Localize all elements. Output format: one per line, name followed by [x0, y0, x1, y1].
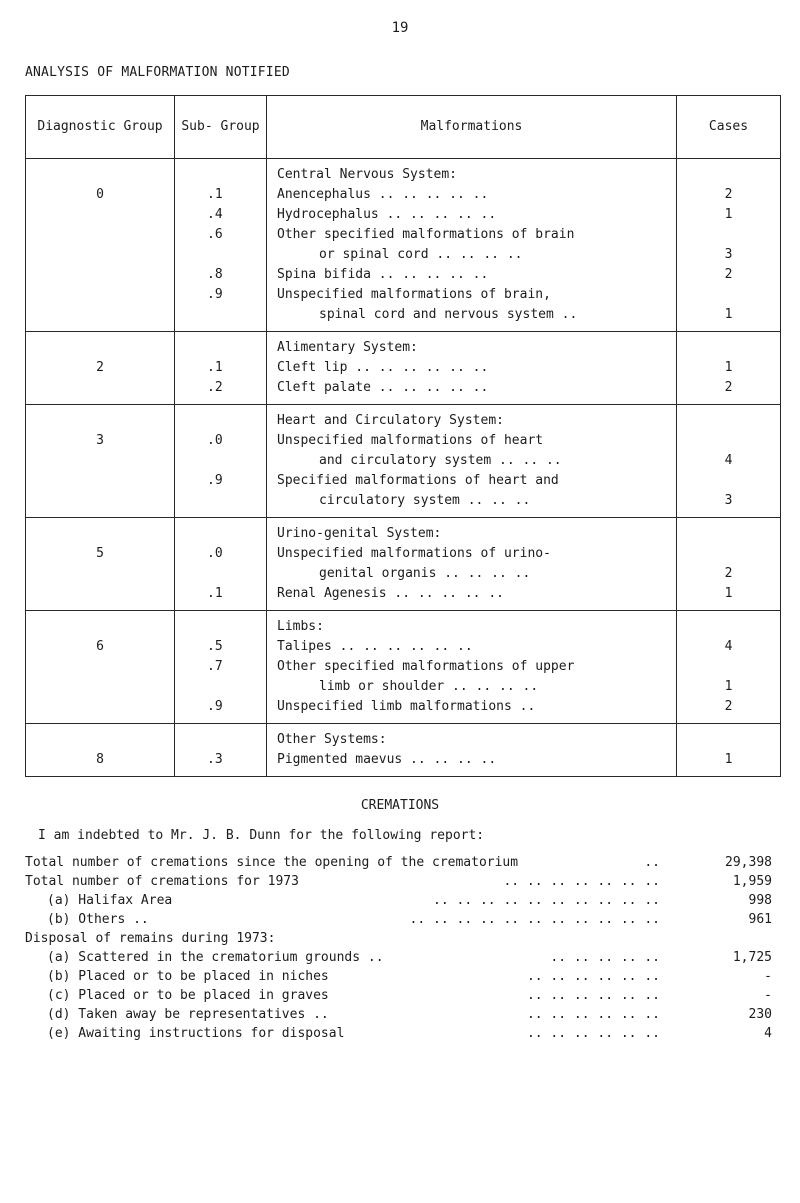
- spacer: [26, 564, 174, 584]
- page-number: 19: [391, 20, 409, 36]
- cremations-report: [25, 853, 780, 1043]
- group-cell: [26, 611, 175, 724]
- table-row: [26, 611, 781, 724]
- case-count: 2: [724, 187, 733, 202]
- malformations-cell: [267, 332, 677, 405]
- header-malformations: Malformations: [267, 96, 677, 159]
- report-value: 1,725: [732, 950, 772, 965]
- sub-group-code: .6: [207, 227, 223, 242]
- spacer: [26, 524, 174, 544]
- sub-group-code: [175, 451, 266, 471]
- report-value: 1,959: [732, 874, 772, 889]
- report-value: -: [764, 969, 772, 984]
- case-count: 2: [724, 699, 733, 714]
- sub-group-code: .3: [207, 752, 223, 767]
- malformation-text: Other specified malformations of brain: [277, 227, 575, 242]
- report-leader-dots: .. .. .. .. .. ..: [526, 969, 660, 984]
- sub-group-code: .1: [207, 187, 223, 202]
- malformation-text: Anencephalus .. .. .. .. ..: [277, 187, 489, 202]
- report-leader-dots: .. .. .. .. .. ..: [526, 988, 660, 1003]
- sub-group-cell: [175, 611, 267, 724]
- table-row: [26, 724, 781, 777]
- spacer: [26, 305, 174, 325]
- report-value: -: [764, 988, 772, 1003]
- report-label: (c) Placed or to be placed in graves: [47, 988, 329, 1003]
- report-label: Disposal of remains during 1973:: [25, 931, 276, 946]
- sub-group-code: .4: [207, 207, 223, 222]
- spacer: [26, 657, 174, 677]
- spacer: [26, 338, 174, 358]
- spacer: [677, 524, 780, 544]
- report-row: [25, 1024, 780, 1043]
- spacer: [26, 730, 174, 750]
- report-row: [25, 967, 780, 986]
- report-row: [25, 986, 780, 1005]
- sub-group-code: [175, 677, 266, 697]
- sub-group-code: .1: [207, 360, 223, 375]
- report-row: [25, 872, 780, 891]
- cremations-intro: I am indebted to Mr. J. B. Dunn for the following report:: [38, 828, 485, 843]
- malformation-text: limb or shoulder .. .. .. ..: [319, 679, 539, 694]
- spacer: [175, 524, 266, 544]
- diagnostic-group-code: 5: [96, 546, 104, 561]
- sub-group-code: [175, 245, 266, 265]
- spacer: [26, 471, 174, 491]
- sub-group-code: .0: [207, 546, 223, 561]
- case-count: 4: [724, 639, 733, 654]
- report-value: 4: [764, 1026, 772, 1041]
- cases-cell: [677, 518, 781, 611]
- malformations-cell: [267, 724, 677, 777]
- malformation-text: or spinal cord .. .. .. ..: [319, 247, 523, 262]
- case-count: 1: [724, 360, 733, 375]
- malformation-text: Cleft palate .. .. .. .. ..: [277, 380, 489, 395]
- spacer: [26, 451, 174, 471]
- sub-group-code: .9: [207, 699, 223, 714]
- spacer: [26, 411, 174, 431]
- cases-cell: [677, 332, 781, 405]
- system-heading: Urino-genital System:: [277, 526, 442, 541]
- sub-group-code: .9: [207, 473, 223, 488]
- system-heading: Limbs:: [277, 619, 324, 634]
- report-row: [25, 1005, 780, 1024]
- sub-group-cell: [175, 332, 267, 405]
- group-cell: [26, 405, 175, 518]
- spacer: [26, 225, 174, 245]
- malformation-text: circulatory system .. .. ..: [319, 493, 531, 508]
- spacer: [677, 338, 780, 358]
- report-row: [25, 910, 780, 929]
- sub-group-cell: [175, 405, 267, 518]
- case-count: 2: [724, 380, 733, 395]
- report-value: 29,398: [725, 855, 772, 870]
- spacer: [26, 285, 174, 305]
- report-leader-dots: .. .. .. .. ..: [550, 950, 660, 965]
- sub-group-code: [175, 491, 266, 511]
- table-body: [26, 159, 781, 777]
- report-row: [25, 929, 780, 948]
- spacer: [677, 165, 780, 185]
- cases-cell: [677, 724, 781, 777]
- malformations-cell: [267, 405, 677, 518]
- spacer: [26, 265, 174, 285]
- spacer: [26, 245, 174, 265]
- sub-group-code: [175, 305, 266, 325]
- spacer: [26, 677, 174, 697]
- spacer: [26, 491, 174, 511]
- table-row: [26, 518, 781, 611]
- spacer: [677, 411, 780, 431]
- spacer: [26, 165, 174, 185]
- malformation-text: Renal Agenesis .. .. .. .. ..: [277, 586, 504, 601]
- case-count: 3: [724, 247, 733, 262]
- sub-group-code: .2: [207, 380, 223, 395]
- sub-group-code: .1: [207, 586, 223, 601]
- spacer: [26, 617, 174, 637]
- case-count: [677, 544, 780, 564]
- sub-group-code: .7: [207, 659, 223, 674]
- case-count: 2: [724, 267, 733, 282]
- malformation-text: genital organis .. .. .. ..: [319, 566, 531, 581]
- spacer: [175, 730, 266, 750]
- header-diagnostic-group: Diagnostic Group: [26, 96, 175, 159]
- sub-group-cell: [175, 159, 267, 332]
- report-label: (b) Others ..: [47, 912, 149, 927]
- section-title: ANALYSIS OF MALFORMATION NOTIFIED: [25, 65, 290, 80]
- case-count: [677, 471, 780, 491]
- table-row: [26, 405, 781, 518]
- report-row: [25, 948, 780, 967]
- malformation-table: [25, 95, 781, 777]
- malformation-text: Cleft lip .. .. .. .. .. ..: [277, 360, 489, 375]
- report-label: (d) Taken away be representatives ..: [47, 1007, 329, 1022]
- case-count: 1: [724, 679, 733, 694]
- malformation-text: Unspecified malformations of urino-: [277, 546, 551, 561]
- report-label: Total number of cremations since the opening of the crematorium: [25, 855, 519, 870]
- malformation-text: Unspecified malformations of heart: [277, 433, 544, 448]
- sub-group-code: .9: [207, 287, 223, 302]
- report-leader-dots: .. .. .. .. .. .. ..: [503, 874, 660, 889]
- case-count: 1: [724, 207, 733, 222]
- sub-group-code: .5: [207, 639, 223, 654]
- report-leader-dots: ..: [644, 855, 660, 870]
- diagnostic-group-code: 3: [96, 433, 104, 448]
- spacer: [26, 205, 174, 225]
- table-header-row: [26, 96, 781, 159]
- spacer: [175, 411, 266, 431]
- group-cell: [26, 518, 175, 611]
- malformation-text: Hydrocephalus .. .. .. .. ..: [277, 207, 497, 222]
- diagnostic-group-code: 2: [96, 360, 104, 375]
- sub-group-code: .8: [207, 267, 223, 282]
- case-count: 1: [724, 586, 733, 601]
- report-label: Total number of cremations for 1973: [25, 874, 299, 889]
- group-cell: [26, 332, 175, 405]
- system-heading: Heart and Circulatory System:: [277, 413, 504, 428]
- cremations-heading: CREMATIONS: [360, 798, 440, 813]
- malformation-text: Specified malformations of heart and: [277, 473, 559, 488]
- malformations-cell: [267, 518, 677, 611]
- malformations-cell: [267, 611, 677, 724]
- spacer: [26, 584, 174, 604]
- report-label: (e) Awaiting instructions for disposal: [47, 1026, 345, 1041]
- report-row: [25, 853, 780, 872]
- spacer: [26, 378, 174, 398]
- sub-group-cell: [175, 518, 267, 611]
- report-leader-dots: .. .. .. .. .. .. .. .. .. .. ..: [409, 912, 660, 927]
- group-cell: [26, 159, 175, 332]
- header-sub-group: Sub- Group: [175, 96, 267, 159]
- report-row: [25, 891, 780, 910]
- spacer: [175, 617, 266, 637]
- malformations-cell: [267, 159, 677, 332]
- system-heading: Central Nervous System:: [277, 167, 458, 182]
- malformation-text: Unspecified limb malformations ..: [277, 699, 536, 714]
- cases-cell: [677, 611, 781, 724]
- case-count: [677, 431, 780, 451]
- spacer: [175, 165, 266, 185]
- table-row: [26, 332, 781, 405]
- spacer: [175, 338, 266, 358]
- malformation-text: and circulatory system .. .. ..: [319, 453, 562, 468]
- spacer: [677, 617, 780, 637]
- spacer: [26, 697, 174, 717]
- diagnostic-group-code: 0: [96, 187, 104, 202]
- report-leader-dots: .. .. .. .. .. ..: [526, 1007, 660, 1022]
- malformation-text: Other specified malformations of upper: [277, 659, 575, 674]
- sub-group-code: .0: [207, 433, 223, 448]
- report-leader-dots: .. .. .. .. .. ..: [526, 1026, 660, 1041]
- case-count: 2: [724, 566, 733, 581]
- cases-cell: [677, 405, 781, 518]
- header-cases: Cases: [677, 96, 781, 159]
- diagnostic-group-code: 8: [96, 752, 104, 767]
- case-count: [677, 657, 780, 677]
- malformation-text: Unspecified malformations of brain,: [277, 287, 551, 302]
- report-label: (b) Placed or to be placed in niches: [47, 969, 329, 984]
- diagnostic-group-code: 6: [96, 639, 104, 654]
- malformation-text: spinal cord and nervous system ..: [319, 307, 578, 322]
- case-count: [677, 225, 780, 245]
- malformation-text: Spina bifida .. .. .. .. ..: [277, 267, 489, 282]
- sub-group-code: [175, 564, 266, 584]
- sub-group-cell: [175, 724, 267, 777]
- group-cell: [26, 724, 175, 777]
- report-label: (a) Halifax Area: [47, 893, 173, 908]
- report-leader-dots: .. .. .. .. .. .. .. .. .. ..: [433, 893, 660, 908]
- system-heading: Other Systems:: [277, 732, 387, 747]
- malformation-text: Pigmented maevus .. .. .. ..: [277, 752, 497, 767]
- case-count: 4: [724, 453, 733, 468]
- case-count: 1: [724, 752, 733, 767]
- case-count: [677, 285, 780, 305]
- spacer: [677, 730, 780, 750]
- table-row: [26, 159, 781, 332]
- report-value: 998: [748, 893, 772, 908]
- case-count: 1: [724, 307, 733, 322]
- report-value: 230: [748, 1007, 772, 1022]
- report-label: (a) Scattered in the crematorium grounds ..: [47, 950, 384, 965]
- system-heading: Alimentary System:: [277, 340, 418, 355]
- cases-cell: [677, 159, 781, 332]
- malformation-text: Talipes .. .. .. .. .. ..: [277, 639, 473, 654]
- report-value: 961: [748, 912, 772, 927]
- case-count: 3: [724, 493, 733, 508]
